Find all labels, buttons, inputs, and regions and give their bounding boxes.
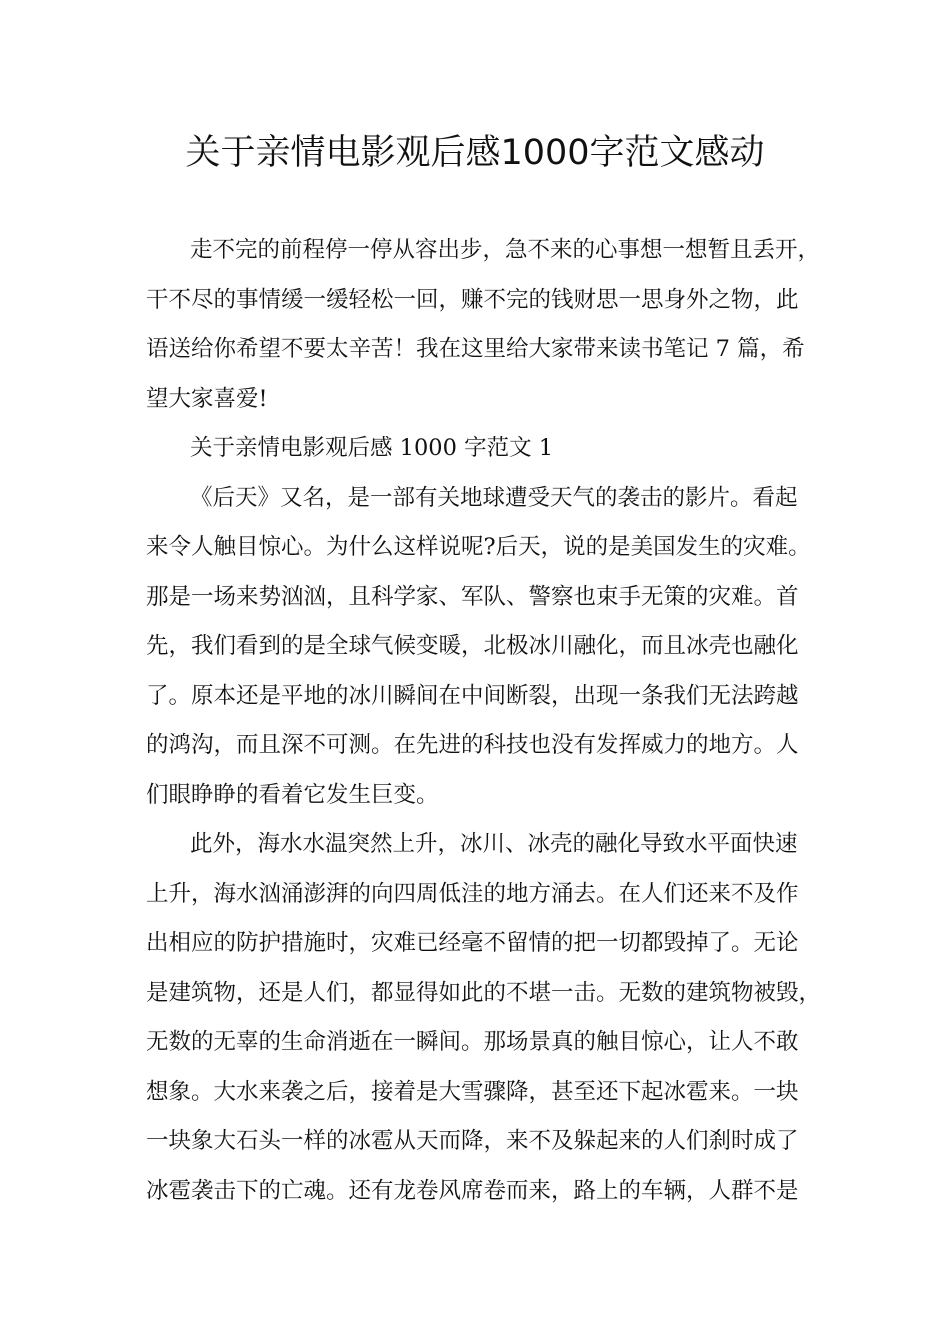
text-line: 走不完的前程停一停从容出步，急不来的心事想一想暂且丢开， <box>190 237 821 263</box>
text-line: 语送给你希望不要太辛苦！我在这里给大家带来读书笔记 7 篇，希 <box>146 336 805 362</box>
text-line: 《后天》又名，是一部有关地球遭受天气的袭击的影片。看起 <box>190 484 798 511</box>
text-line: 先，我们看到的是全球气候变暖，北极冰川融化，而且冰壳也融化 <box>146 633 799 659</box>
text-line: 一块象大石头一样的冰雹从天而降，来不及躲起来的人们刹时成了 <box>146 1128 799 1154</box>
text-line: 们眼睁睁的看着它发生巨变。 <box>146 781 439 808</box>
text-line: 上升，海水汹涌澎湃的向四周低洼的地方涌去。在人们还来不及作 <box>146 880 799 907</box>
text-line: 那是一场来势汹汹，且科学家、军队、警察也束手无策的灾难。首 <box>146 583 799 610</box>
paragraph-2 <box>146 820 822 1216</box>
text-line: 了。原本还是平地的冰川瞬间在中间断裂，出现一条我们无法跨越 <box>146 682 799 709</box>
paragraph-intro <box>146 226 821 424</box>
text-line: 想象。大水来袭之后，接着是大雪骤降，甚至还下起冰雹来。一块 <box>146 1078 799 1105</box>
text-line: 此外，海水水温突然上升，冰川、冰壳的融化导致水平面快速 <box>190 831 798 857</box>
text-line: 来令人触目惊心。为什么这样说呢?后天，说的是美国发生的灾难。 <box>146 534 811 560</box>
text-line: 干不尽的事情缓一缓轻松一回，赚不完的钱财思一思身外之物，此 <box>146 286 799 313</box>
paragraph-1 <box>146 474 818 821</box>
paragraph-section-heading <box>146 424 818 474</box>
text-line: 是建筑物，还是人们，都显得如此的不堪一击。无数的建筑物被毁， <box>146 979 822 1006</box>
text-line: 冰雹袭击下的亡魂。还有龙卷风席卷而来，路上的车辆，人群不是 <box>146 1177 799 1204</box>
text-line: 出相应的防护措施时，灾难已经毫不留情的把一切都毁掉了。无论 <box>146 930 799 956</box>
text-line: 的鸿沟，而且深不可测。在先进的科技也没有发挥威力的地方。人 <box>146 732 799 758</box>
text-line: 无数的无辜的生命消逝在一瞬间。那场景真的触目惊心，让人不敢 <box>146 1029 799 1055</box>
text-line: 望大家喜爱! <box>146 385 268 412</box>
document-title: 关于亲情电影观后感1000字范文感动 <box>185 133 765 173</box>
document-body <box>146 226 822 1216</box>
section-heading: 关于亲情电影观后感 1000 字范文 1 <box>190 435 554 461</box>
